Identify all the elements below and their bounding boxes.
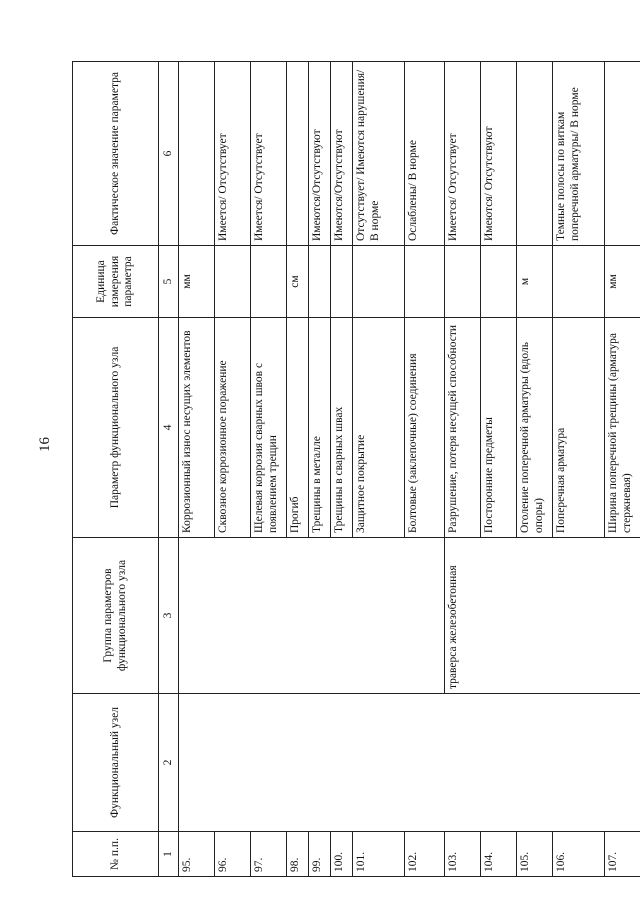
group-cell xyxy=(405,538,445,694)
group-label-cell: траверса железобетонная xyxy=(445,538,481,694)
unit-cell: мм xyxy=(179,246,215,318)
header-functional-unit: Функциональный узел xyxy=(73,694,159,832)
unit-cell xyxy=(445,246,481,318)
row-number: 104. xyxy=(481,832,517,877)
value-cell: Имеется/ Отсутствует xyxy=(215,62,251,246)
group-cell xyxy=(179,538,215,694)
header-parameter-group: Группа параметров функционального узла xyxy=(73,538,159,694)
parameter-cell: Трещины в сварных швах xyxy=(331,318,353,538)
value-cell: Ослаблены/ В норме xyxy=(405,62,445,246)
parameter-cell: Посторонние предметы xyxy=(481,318,517,538)
column-number: 2 xyxy=(159,694,179,832)
value-cell: Имеется/ Отсутствует xyxy=(445,62,481,246)
value-cell xyxy=(605,62,640,246)
group-cell xyxy=(309,538,331,694)
parameter-cell: Защитное покрытие xyxy=(353,318,405,538)
row-number: 100. xyxy=(331,832,353,877)
value-cell: Имеются/Отсутствуют xyxy=(309,62,331,246)
parameter-cell: Ширина поперечной трещины (арматура стержневая) xyxy=(605,318,640,538)
group-cell xyxy=(481,538,517,694)
parameters-table xyxy=(72,61,640,877)
header-row xyxy=(73,62,159,877)
value-cell: Имеется/ Отсутствует xyxy=(251,62,287,246)
parameter-cell: Щелевая коррозия сварных швов с появлением трещин xyxy=(251,318,287,538)
unit-cell xyxy=(553,246,605,318)
group-cell xyxy=(353,538,405,694)
header-parameter: Параметр функционального узла xyxy=(73,318,159,538)
page-number: 16 xyxy=(37,437,53,452)
row-number: 99. xyxy=(309,832,331,877)
parameter-cell: Сквозное коррозионное поражение xyxy=(215,318,251,538)
group-cell xyxy=(251,538,287,694)
column-number: 3 xyxy=(159,538,179,694)
parameter-cell: Поперечная арматура xyxy=(553,318,605,538)
row-number: 107. xyxy=(605,832,640,877)
unit-cell xyxy=(331,246,353,318)
functional-unit-cell xyxy=(179,694,640,832)
row-number: 101. xyxy=(353,832,405,877)
column-number: 1 xyxy=(159,832,179,877)
parameter-cell: Разрушение, потеря несущей способности xyxy=(445,318,481,538)
group-cell xyxy=(215,538,251,694)
column-number: 4 xyxy=(159,318,179,538)
unit-cell: мм xyxy=(605,246,640,318)
unit-cell xyxy=(353,246,405,318)
rotated-table-wrapper xyxy=(72,62,633,877)
row-number: 105. xyxy=(517,832,553,877)
value-cell xyxy=(517,62,553,246)
value-cell: Темные полосы по виткам поперечной арматуры/ В норме xyxy=(553,62,605,246)
parameter-cell: Оголение поперечной арматуры (вдоль опоры) xyxy=(517,318,553,538)
row-number: 96. xyxy=(215,832,251,877)
unit-cell xyxy=(481,246,517,318)
unit-cell: см xyxy=(287,246,309,318)
row-number: 102. xyxy=(405,832,445,877)
parameter-cell: Прогиб xyxy=(287,318,309,538)
group-cell xyxy=(553,538,605,694)
unit-cell xyxy=(251,246,287,318)
group-cell xyxy=(287,538,309,694)
row-number: 98. xyxy=(287,832,309,877)
row-number: 103. xyxy=(445,832,481,877)
row-number: 106. xyxy=(553,832,605,877)
group-cell xyxy=(331,538,353,694)
group-cell xyxy=(517,538,553,694)
value-cell: Отсутствует/ Имеются нарушения/ В норме xyxy=(353,62,405,246)
parameter-cell: Коррозионный износ несущих элементов xyxy=(179,318,215,538)
value-cell xyxy=(179,62,215,246)
row-number: 97. xyxy=(251,832,287,877)
header-unit: Единица измерения параметра xyxy=(73,246,159,318)
column-number: 5 xyxy=(159,246,179,318)
unit-cell xyxy=(215,246,251,318)
column-number: 6 xyxy=(159,62,179,246)
value-cell: Имеются/Отсутствуют xyxy=(331,62,353,246)
group-cell xyxy=(605,538,640,694)
unit-cell xyxy=(309,246,331,318)
table-row xyxy=(179,62,215,877)
unit-cell: м xyxy=(517,246,553,318)
parameter-cell: Трещины в металле xyxy=(309,318,331,538)
header-actual-value: Фактическое значение параметра xyxy=(73,62,159,246)
unit-cell xyxy=(405,246,445,318)
row-number: 95. xyxy=(179,832,215,877)
header-number: № п.п. xyxy=(73,832,159,877)
value-cell: Имеются/ Отсутствуют xyxy=(481,62,517,246)
parameter-cell: Болтовые (заклепочные) соединения xyxy=(405,318,445,538)
value-cell xyxy=(287,62,309,246)
column-number-row xyxy=(159,62,179,877)
